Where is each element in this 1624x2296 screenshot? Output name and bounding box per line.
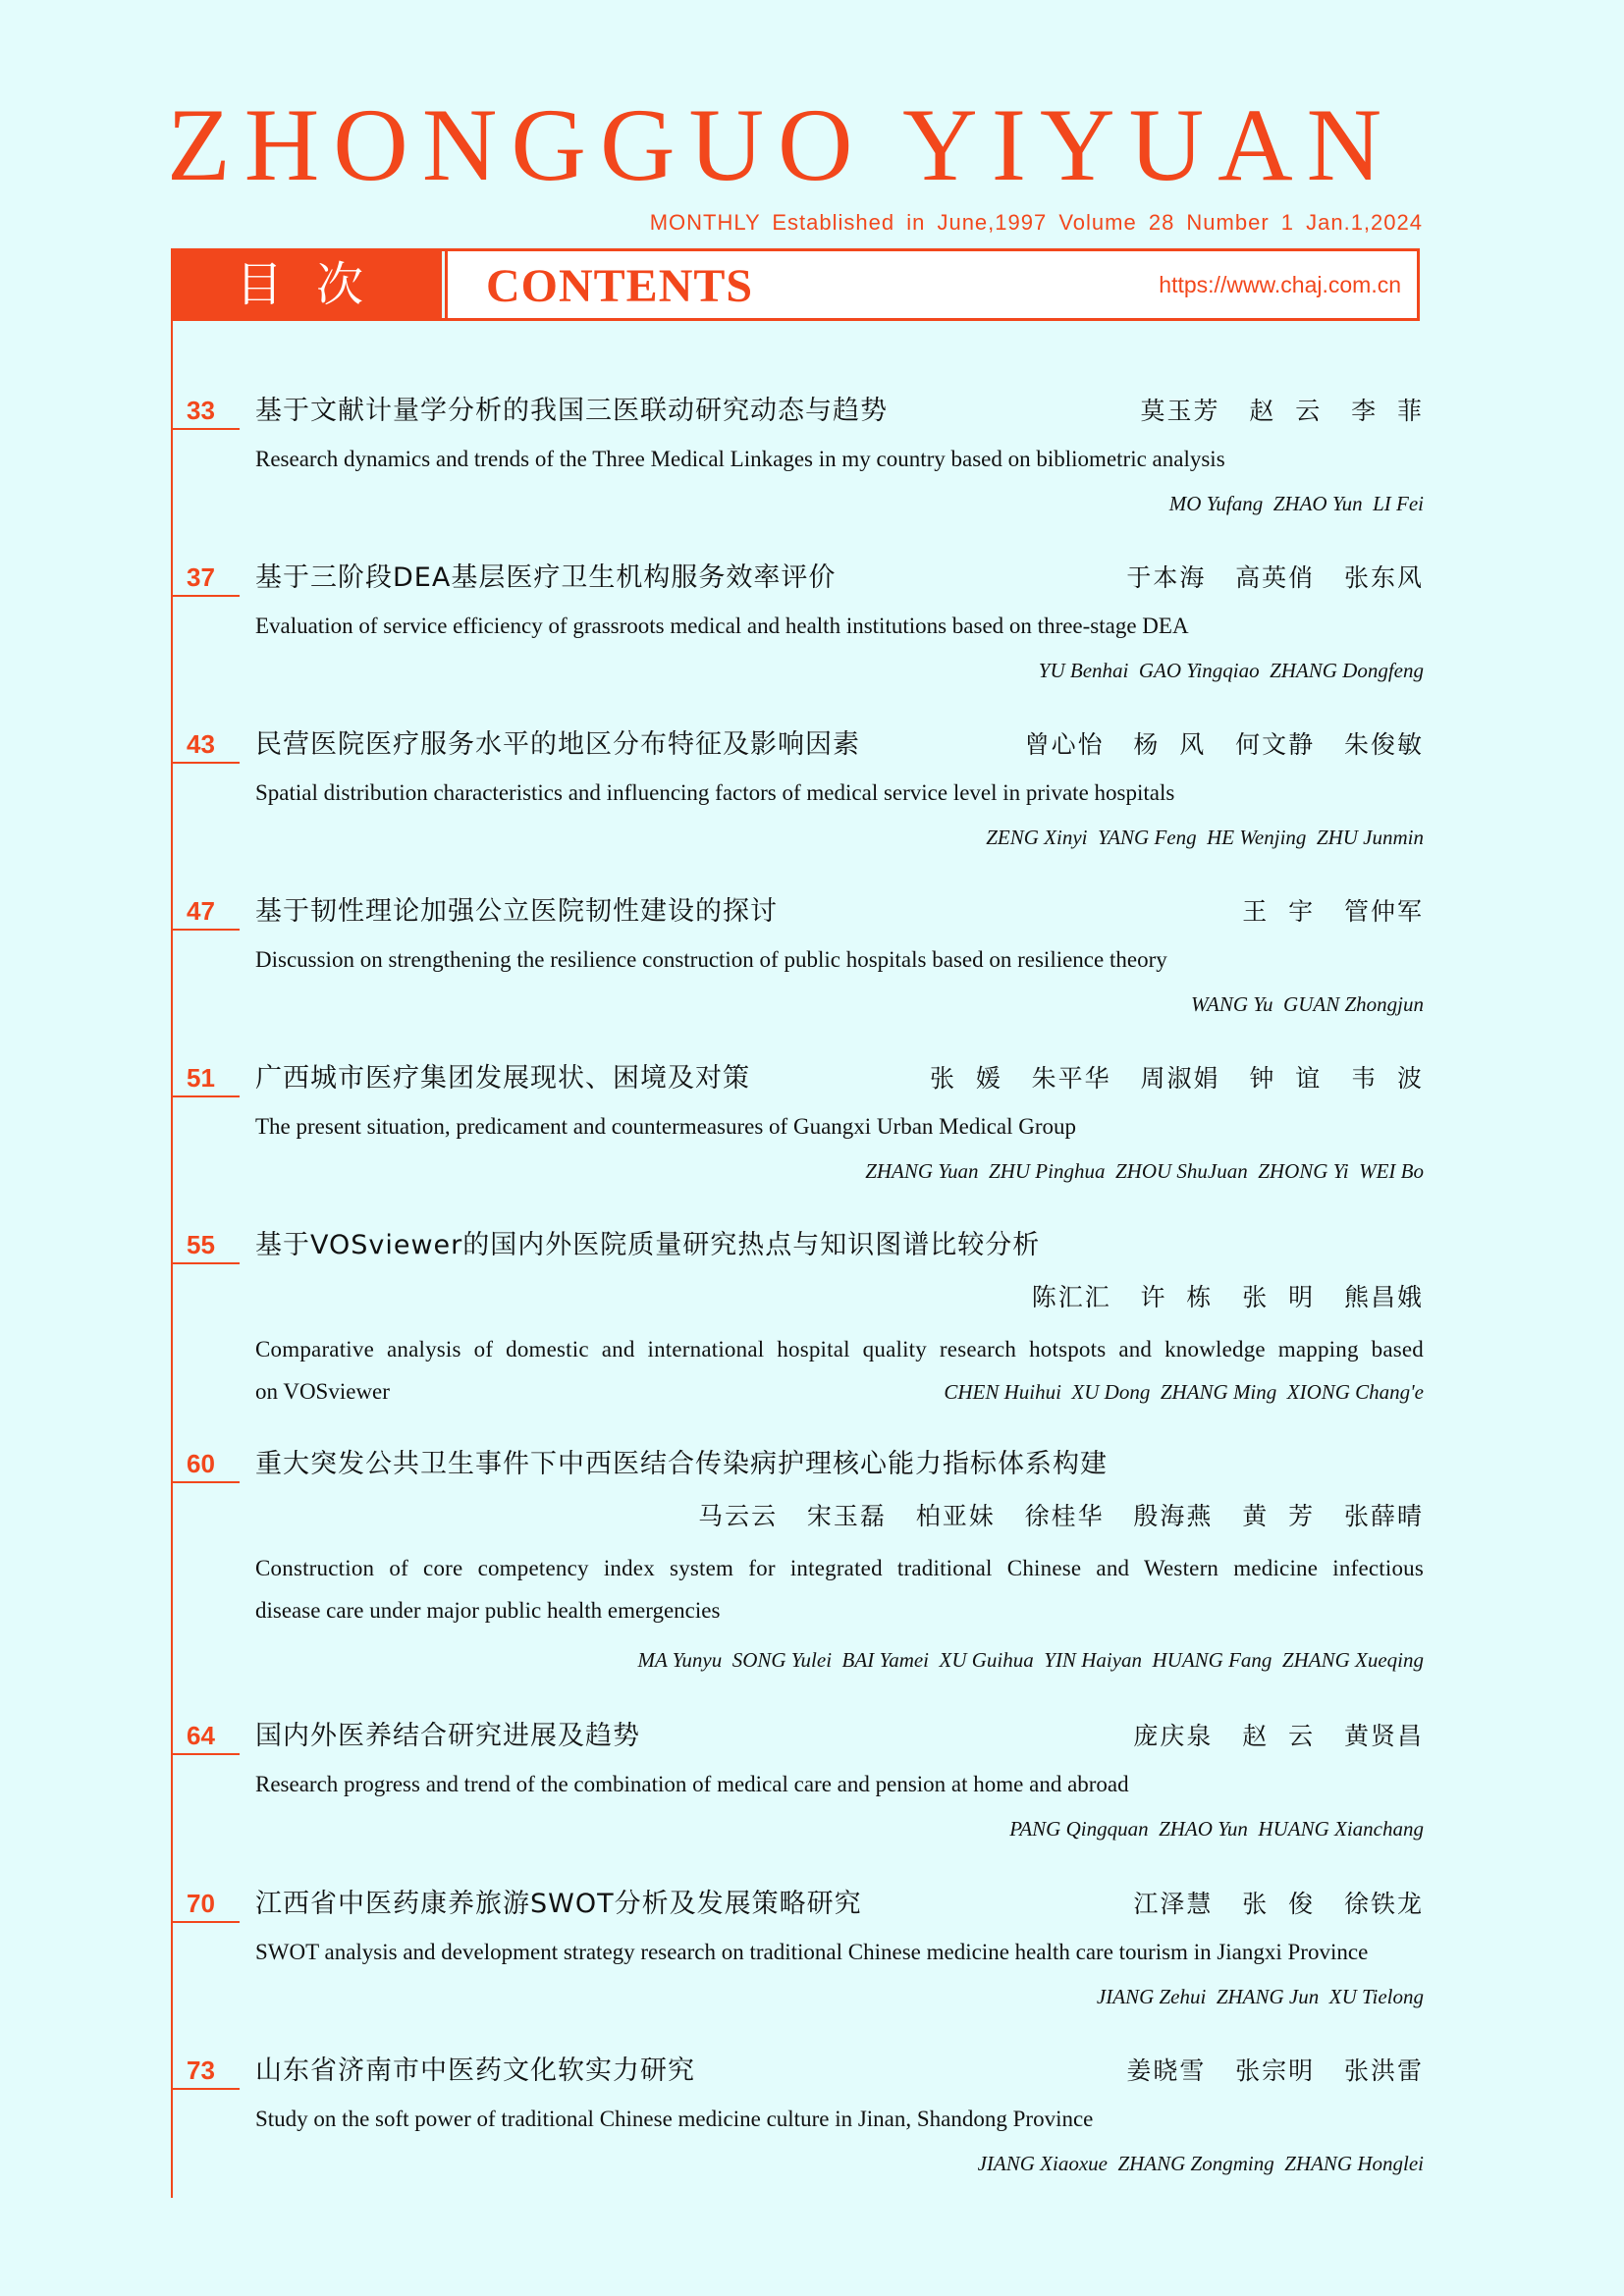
- article-title-en[interactable]: Comparative analysis of domestic and international hospital quality research hotspots and knowledge mapping based: [255, 1337, 1424, 1362]
- authors-zh: 姜晓雪 张宗明 张洪雷: [1126, 2056, 1424, 2085]
- article-title-zh[interactable]: 广西城市医疗集团发展现状、困境及对策: [255, 1063, 750, 1094]
- article-title-en[interactable]: Research progress and trend of the combination of medical care and pension at home and abroad: [255, 1772, 1129, 1796]
- page-number: 55: [187, 1230, 215, 1259]
- page-number: 60: [187, 1449, 215, 1478]
- article-title-en-continued[interactable]: disease care under major public health emergencies: [255, 1598, 721, 1623]
- authors-en: CHEN Huihui XU Dong ZHANG Ming XIONG Chang'e: [944, 1380, 1424, 1404]
- authors-en: ZENG Xinyi YANG Feng HE Wenjing ZHU Junmin: [986, 826, 1424, 849]
- banner-en-title: CONTENTS: [486, 260, 754, 312]
- authors-en: WANG Yu GUAN Zhongjun: [1191, 992, 1424, 1016]
- page-number-rule: [171, 1753, 240, 1755]
- page-number-rule: [171, 2088, 240, 2090]
- article-title-zh[interactable]: 民营医院医疗服务水平的地区分布特征及影响因素: [255, 729, 860, 760]
- article-title-zh[interactable]: 重大突发公共卫生事件下中西医结合传染病护理核心能力指标体系构建: [255, 1449, 1108, 1479]
- authors-zh: 马云云 宋玉磊 柏亚妹 徐桂华 殷海燕 黄 芳 张薛晴: [698, 1502, 1424, 1530]
- page-number-rule: [171, 1481, 240, 1483]
- article-title-zh[interactable]: 基于文献计量学分析的我国三医联动研究动态与趋势: [255, 396, 888, 426]
- authors-zh: 庞庆泉 赵 云 黄贤昌: [1133, 1722, 1424, 1750]
- journal-masthead: ZHONGGUO YIYUAN: [167, 87, 1396, 202]
- article-title-en[interactable]: Research dynamics and trends of the Three Medical Linkages in my country based on bibliometric analysis: [255, 447, 1225, 471]
- page-number-rule: [171, 1921, 240, 1923]
- article-title-en[interactable]: Study on the soft power of traditional Chinese medicine culture in Jinan, Shandong Province: [255, 2107, 1094, 2131]
- article-title-zh[interactable]: 基于VOSviewer的国内外医院质量研究热点与知识图谱比较分析: [255, 1230, 1041, 1260]
- page-number-rule: [171, 428, 240, 430]
- authors-zh: 江泽慧 张 俊 徐铁龙: [1133, 1890, 1424, 1918]
- article-title-zh[interactable]: 国内外医养结合研究进展及趋势: [255, 1721, 640, 1751]
- article-title-zh[interactable]: 山东省济南市中医药文化软实力研究: [255, 2056, 695, 2086]
- article-title-en[interactable]: SWOT analysis and development strategy research on traditional Chinese medicine health care tourism in Jiangxi Province: [255, 1940, 1369, 1964]
- page-number-rule: [171, 762, 240, 764]
- authors-zh: 于本海 高英俏 张东风: [1126, 563, 1424, 592]
- article-title-en[interactable]: Evaluation of service efficiency of grassroots medical and health institutions based on three-stage DEA: [255, 614, 1189, 638]
- article-title-en[interactable]: The present situation, predicament and countermeasures of Guangxi Urban Medical Group: [255, 1114, 1077, 1139]
- page-number: 64: [187, 1721, 215, 1750]
- page-number-rule: [171, 1095, 240, 1097]
- authors-zh: 曾心怡 杨 风 何文静 朱俊敏: [1024, 730, 1424, 759]
- page-number-rule: [171, 595, 240, 597]
- article-title-zh[interactable]: 江西省中医药康养旅游SWOT分析及发展策略研究: [255, 1889, 862, 1919]
- page-number: 73: [187, 2056, 215, 2085]
- article-title-en[interactable]: Discussion on strengthening the resilience construction of public hospitals based on resilience theory: [255, 947, 1167, 972]
- authors-zh: 陈汇汇 许 栋 张 明 熊昌娥: [1031, 1283, 1424, 1311]
- issue-info: MONTHLY Established in June,1997 Volume 28 Number 1 Jan.1,2024: [649, 210, 1423, 235]
- article-title-en-continued[interactable]: on VOSviewer: [255, 1379, 390, 1404]
- authors-zh: 莫玉芳 赵 云 李 菲: [1140, 397, 1424, 425]
- article-title-zh[interactable]: 基于三阶段DEA基层医疗卫生机构服务效率评价: [255, 562, 837, 593]
- page-number-rule: [171, 1262, 240, 1264]
- authors-en: ZHANG Yuan ZHU Pinghua ZHOU ShuJuan ZHONG Yi WEI Bo: [865, 1159, 1424, 1183]
- page-number: 43: [187, 729, 215, 759]
- authors-zh: 王 宇 管仲军: [1242, 897, 1424, 926]
- authors-en: JIANG Zehui ZHANG Jun XU Tielong: [1096, 1985, 1424, 2008]
- authors-en: MO Yufang ZHAO Yun LI Fei: [1168, 492, 1424, 515]
- journal-url-link[interactable]: https://www.chaj.com.cn: [1159, 272, 1401, 297]
- authors-en: MA Yunyu SONG Yulei BAI Yamei XU Guihua YIN Haiyan HUANG Fang ZHANG Xueqing: [637, 1648, 1424, 1672]
- article-title-zh[interactable]: 基于韧性理论加强公立医院韧性建设的探讨: [255, 896, 778, 927]
- article-title-en[interactable]: Spatial distribution characteristics and influencing factors of medical service level in private hospitals: [255, 780, 1175, 805]
- article-title-en[interactable]: Construction of core competency index system for integrated traditional Chinese and Western medicine infectious: [255, 1556, 1424, 1580]
- banner-zh-title: 目次: [174, 251, 439, 318]
- page-number-rule: [171, 929, 240, 931]
- page-number: 51: [187, 1063, 215, 1093]
- page-number: 47: [187, 896, 215, 926]
- authors-zh: 张 媛 朱平华 周淑娟 钟 谊 韦 波: [929, 1064, 1424, 1093]
- page-number: 70: [187, 1889, 215, 1918]
- authors-en: YU Benhai GAO Yingqiao ZHANG Dongfeng: [1038, 659, 1424, 682]
- authors-en: PANG Qingquan ZHAO Yun HUANG Xianchang: [1009, 1817, 1424, 1841]
- authors-en: JIANG Xiaoxue ZHANG Zongming ZHANG Honglei: [977, 2152, 1424, 2175]
- page-number: 33: [187, 396, 215, 425]
- page-number: 37: [187, 562, 215, 592]
